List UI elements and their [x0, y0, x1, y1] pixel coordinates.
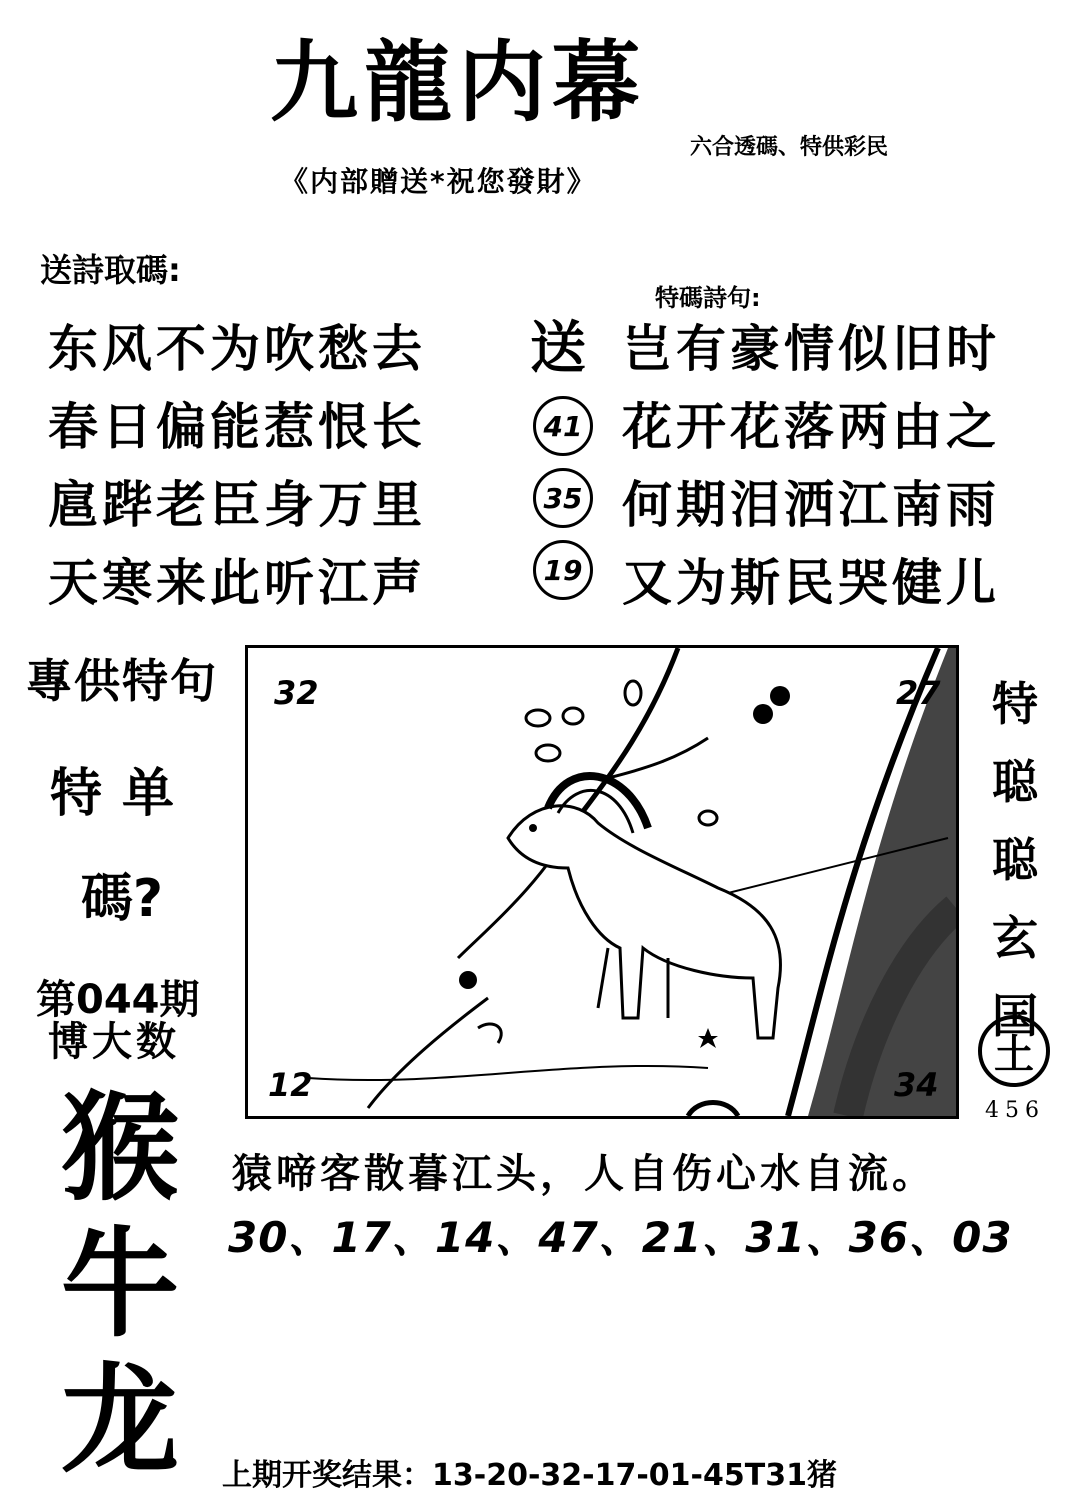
zodiac-char: 牛 [60, 1214, 179, 1353]
issue-number: 第044期 [36, 977, 200, 1023]
number-list: 30、17、14、47、21、31、36、03 [228, 1213, 1013, 1262]
subtitle: 《内部贈送*祝您發財》 [280, 165, 597, 198]
poem-left-line: 扈跸老臣身万里 [48, 476, 426, 534]
poem-left-line: 天寒来此听江声 [48, 554, 426, 612]
poem-right-line: 何期泪洒江南雨 [622, 476, 1000, 534]
poem-right [622, 310, 1000, 622]
corner-number: 34 [894, 1066, 939, 1104]
poem-right-line: 又为斯民哭健儿 [622, 554, 1000, 612]
marker-circle: 35 [533, 468, 593, 528]
poem-right-line: 岂有豪情似旧时 [622, 320, 1000, 378]
illustration-frame [245, 645, 959, 1119]
poem-right-line: 花开花落两由之 [622, 398, 1000, 456]
small-numbers: 456 [985, 1098, 1045, 1123]
special-line: 專供特句 [26, 654, 218, 708]
poem-left-heading: 送詩取碼: [40, 251, 181, 289]
last-result: 上期开奖结果：13-20-32-17-01-45T31猪 [222, 1458, 837, 1493]
right-column-char: 聪 [992, 833, 1038, 887]
send-char: 送 [530, 316, 586, 381]
zodiac-column [55, 1080, 185, 1488]
right-column-char: 聪 [992, 755, 1038, 809]
marker-circle: 41 [533, 396, 593, 456]
goat-illustration [248, 648, 956, 1116]
zodiac-char: 猴 [60, 1078, 179, 1217]
corner-number: 27 [896, 674, 941, 712]
poem-left-line: 春日偏能惹恨长 [48, 398, 426, 456]
page-title: 九龍内幕 [270, 30, 647, 134]
element-badge: 土 [978, 1015, 1050, 1087]
right-column-char: 国 [992, 989, 1038, 1043]
poem-right-heading: 特碼詩句: [655, 284, 761, 312]
corner-number: 32 [274, 674, 319, 712]
right-column-char: 玄 [992, 911, 1038, 965]
issue-sub: 博大数 [48, 1019, 180, 1065]
right-column-char: 特 [992, 677, 1038, 731]
left-column [22, 645, 222, 931]
corner-number: 12 [268, 1066, 313, 1104]
special-code: 碼? [80, 869, 164, 929]
verse-line: 猿啼客散暮江头，人自伤心水自流。 [232, 1151, 936, 1197]
zodiac-char: 龙 [60, 1350, 179, 1489]
special-single: 特单 [49, 764, 194, 824]
right-column [980, 665, 1050, 1055]
marker-circle: 19 [533, 540, 593, 600]
poem-left [48, 310, 426, 622]
poem-left-line: 东风不为吹愁去 [48, 320, 426, 378]
tagline: 六合透碼、特供彩民 [690, 135, 889, 160]
